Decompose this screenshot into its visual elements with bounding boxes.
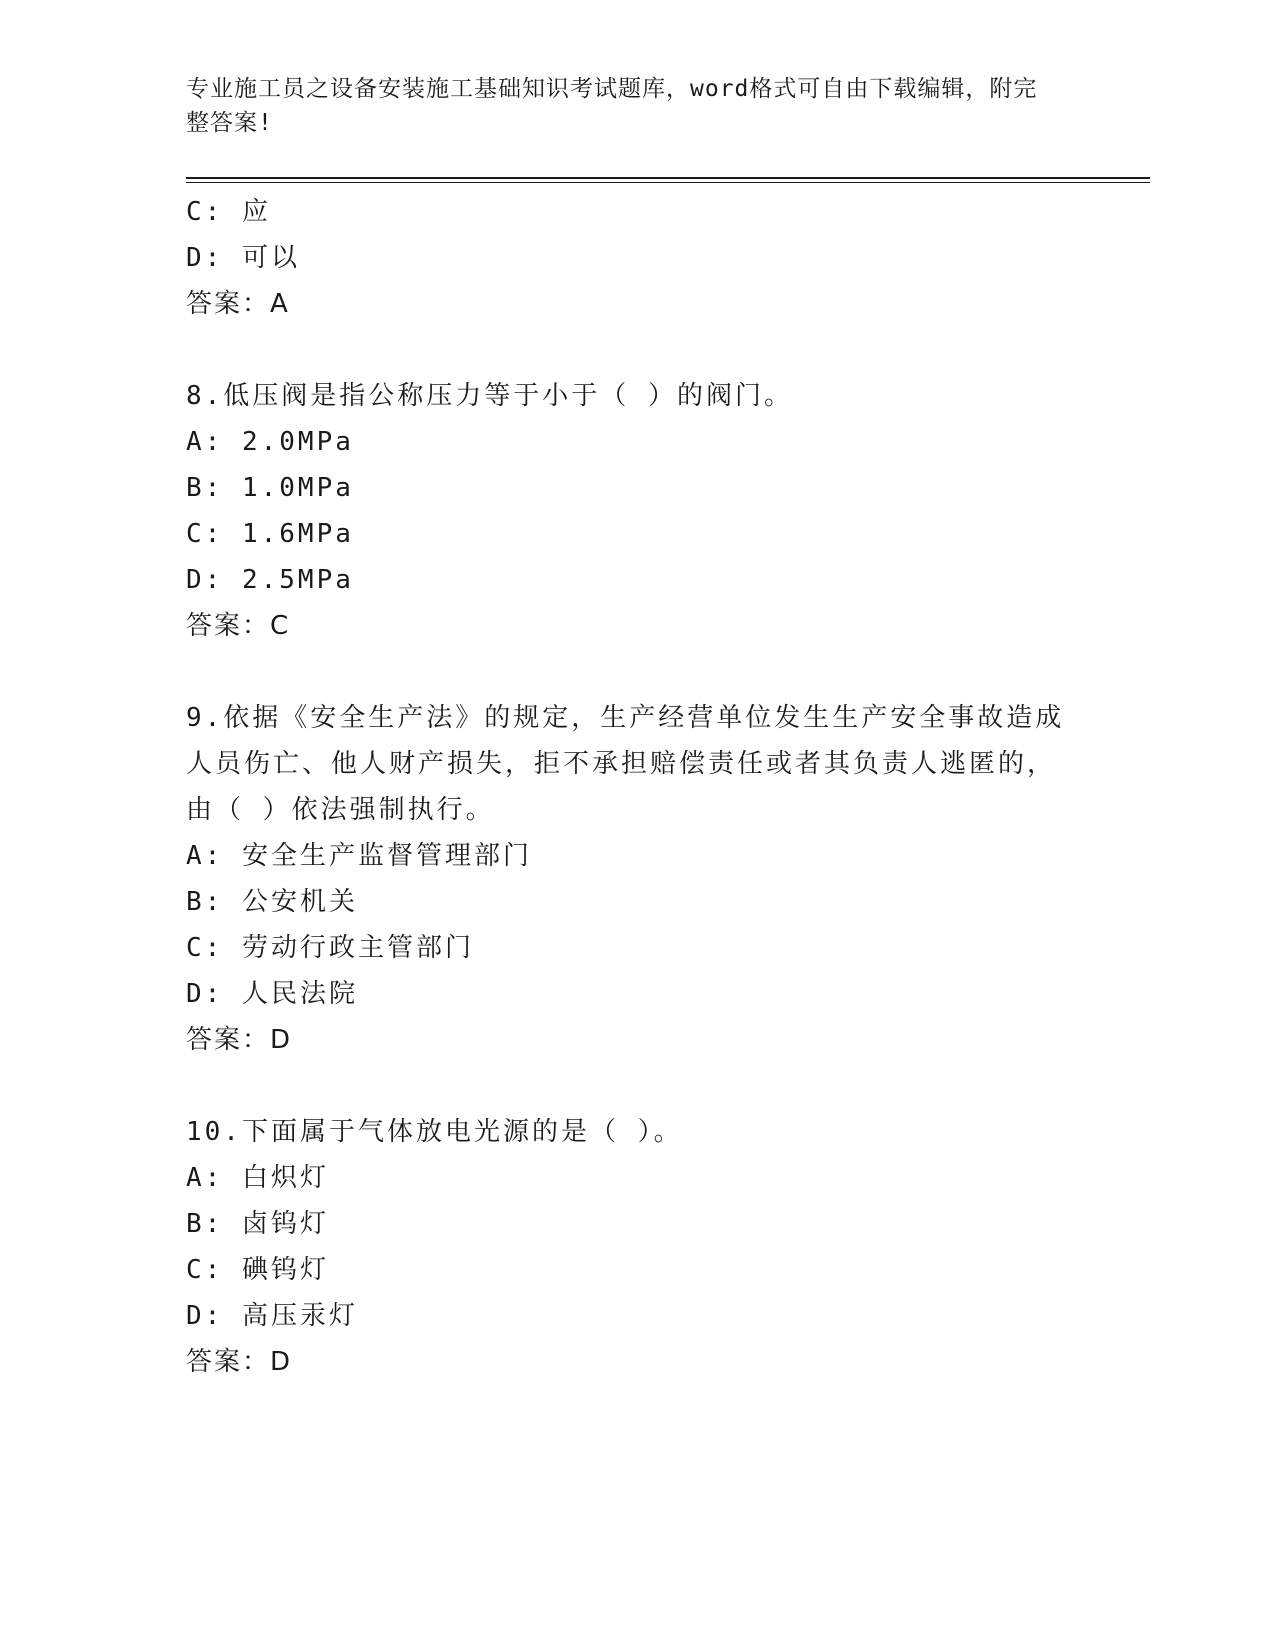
q7-answer: 答案：A <box>186 289 290 319</box>
header-rule-thin <box>186 182 1150 183</box>
document-header <box>186 72 1066 140</box>
q10-option-a: A: 白炽灯 <box>186 1163 329 1193</box>
q8-option-b: B: 1.0MPa <box>186 473 354 503</box>
question-10 <box>186 1109 1086 1385</box>
q10-answer: 答案：D <box>186 1347 293 1377</box>
q9-option-b: B: 公安机关 <box>186 887 358 917</box>
header-line-2: 整答案! <box>186 110 273 136</box>
q8-option-d: D: 2.5MPa <box>186 565 354 595</box>
q9-option-a: A: 安全生产监督管理部门 <box>186 841 532 871</box>
question-9 <box>186 695 1086 1063</box>
q10-question: 10.下面属于气体放电光源的是（ ）。 <box>186 1117 683 1147</box>
question-8 <box>186 373 1086 649</box>
question-7-tail <box>186 189 1086 327</box>
q8-answer: 答案：C <box>186 611 291 641</box>
q8-question: 8.低压阀是指公称压力等于小于（ ）的阀门。 <box>186 381 793 411</box>
q10-option-c: C: 碘钨灯 <box>186 1255 329 1285</box>
q10-option-b: B: 卤钨灯 <box>186 1209 329 1239</box>
header-rule-thick <box>186 177 1150 179</box>
q8-option-a: A: 2.0MPa <box>186 427 354 457</box>
spacer <box>186 327 1086 373</box>
q9-question-line-3: 由（ ）依法强制执行。 <box>186 795 495 825</box>
q7-option-d: D: 可以 <box>186 243 300 273</box>
q7-option-c: C: 应 <box>186 197 271 227</box>
q9-answer: 答案：D <box>186 1025 293 1055</box>
header-line-1: 专业施工员之设备安装施工基础知识考试题库，word格式可自由下载编辑，附完 <box>186 76 1038 102</box>
question-list <box>186 189 1086 1385</box>
q9-option-c: C: 劳动行政主管部门 <box>186 933 474 963</box>
q9-question-line-1: 9.依据《安全生产法》的规定，生产经营单位发生生产安全事故造成 <box>186 703 1065 733</box>
q10-option-d: D: 高压汞灯 <box>186 1301 358 1331</box>
q8-option-c: C: 1.6MPa <box>186 519 354 549</box>
q9-option-d: D: 人民法院 <box>186 979 358 1009</box>
q9-question-line-2: 人员伤亡、他人财产损失，拒不承担赔偿责任或者其负责人逃匿的， <box>186 749 1057 779</box>
spacer <box>186 1063 1086 1109</box>
spacer <box>186 649 1086 695</box>
